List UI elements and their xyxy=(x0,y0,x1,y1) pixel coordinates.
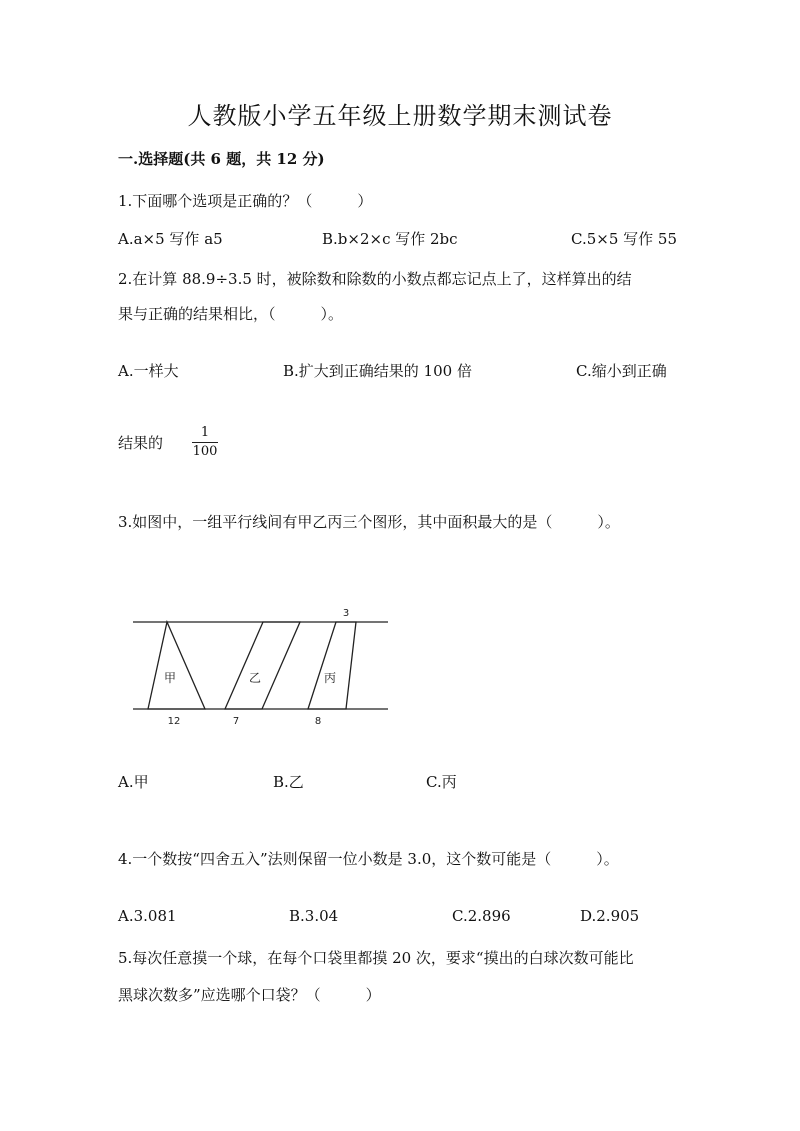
question-4-option-b: B.3.04 xyxy=(289,907,339,925)
question-4-option-d: D.2.905 xyxy=(580,907,640,925)
shape-label-bing: 丙 xyxy=(323,671,337,685)
question-2-option-c-continued: 结果的 xyxy=(118,434,164,452)
question-4-option-c: C.2.896 xyxy=(452,907,511,925)
question-3-stem: 3.如图中，一组平行线间有甲乙丙三个图形，其中面积最大的是（ ）。 xyxy=(118,513,620,531)
question-4-stem: 4.一个数按“四舍五入”法则保留一位小数是 3.0，这个数可能是（ ）。 xyxy=(118,850,619,868)
parallelogram-yi xyxy=(225,622,300,709)
base-label-bing-bottom: 8 xyxy=(314,716,322,727)
base-label-yi: 7 xyxy=(232,716,240,727)
question-2-option-b: B.扩大到正确结果的 100 倍 xyxy=(283,362,472,380)
page-title: 人教版小学五年级上册数学期末测试卷 xyxy=(187,102,613,130)
question-3-option-c: C.丙 xyxy=(426,773,457,791)
question-5-stem-line-2: 黑球次数多”应选哪个口袋？（ ） xyxy=(118,986,381,1004)
question-3-option-a: A.甲 xyxy=(118,773,149,791)
question-5-stem-line-1: 5.每次任意摸一个球，在每个口袋里都摸 20 次，要求“摸出的白球次数可能比 xyxy=(118,949,634,967)
question-1-option-b: B.b×2×c 写作 2bc xyxy=(322,230,458,248)
base-label-jia: 12 xyxy=(167,716,181,727)
fraction-denominator: 100 xyxy=(192,444,218,459)
triangle-jia xyxy=(148,622,205,709)
question-1-stem: 1.下面哪个选项是正确的？（ ） xyxy=(118,192,373,210)
question-2-stem-line-1: 2.在计算 88.9÷3.5 时，被除数和除数的小数点都忘记点上了，这样算出的结 xyxy=(118,270,632,288)
fraction-numerator: 1 xyxy=(200,425,210,440)
question-1-option-a: A.a×5 写作 a5 xyxy=(118,230,223,248)
shape-label-yi: 乙 xyxy=(248,671,262,685)
shape-label-jia: 甲 xyxy=(163,671,177,685)
question-3-option-b: B.乙 xyxy=(273,773,304,791)
question-4-option-a: A.3.081 xyxy=(118,907,177,925)
section-heading: 一.选择题(共 6 题，共 12 分) xyxy=(118,150,325,168)
question-2-option-a: A.一样大 xyxy=(118,362,179,380)
base-label-bing-top: 3 xyxy=(342,608,350,619)
trapezoid-bing xyxy=(308,622,356,709)
question-2-option-c: C.缩小到正确 xyxy=(576,362,667,380)
question-2-stem-line-2: 果与正确的结果相比，（ ）。 xyxy=(118,305,344,323)
question-1-option-c: C.5×5 写作 55 xyxy=(571,230,677,248)
